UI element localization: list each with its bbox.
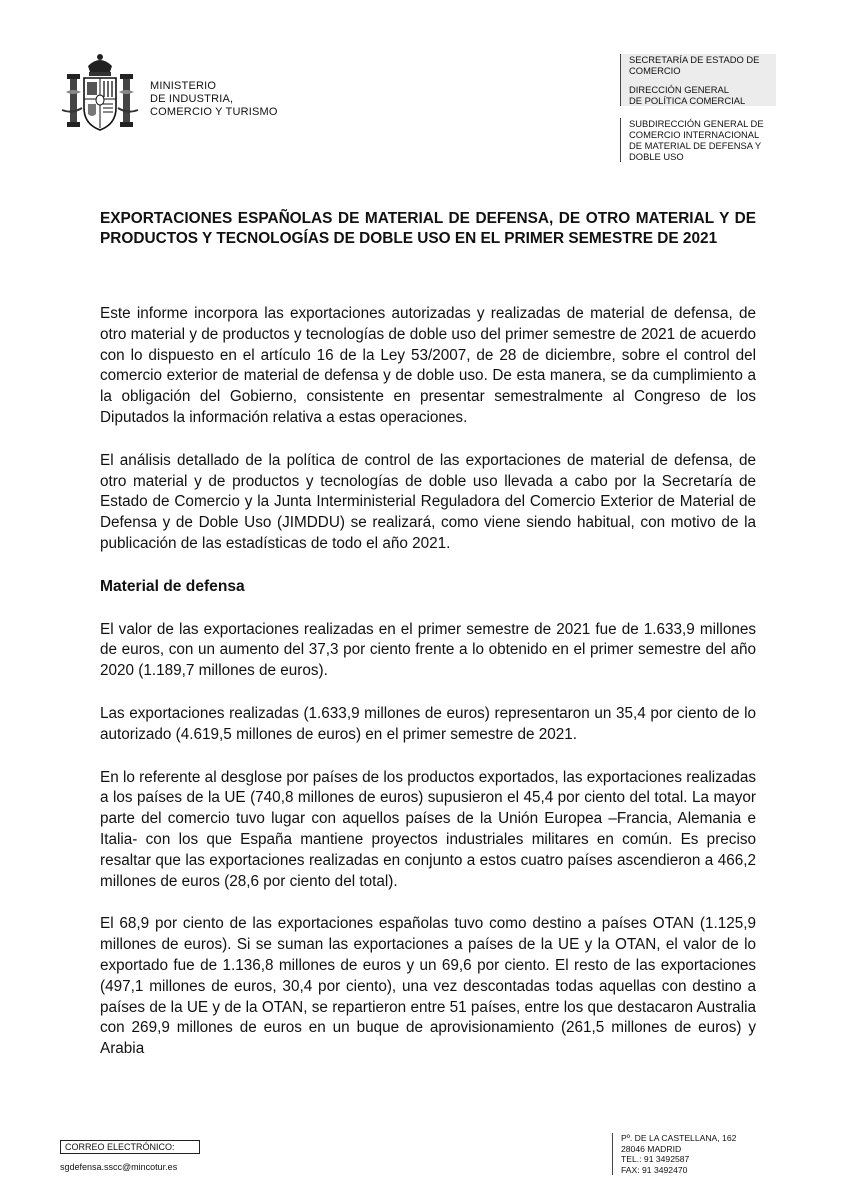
directorate-line: DE POLÍTICA COMERCIAL — [629, 95, 746, 106]
address-line: Pº. DE LA CASTELLANA, 162 — [621, 1133, 737, 1143]
paragraph: El valor de las exportaciones realizadas en el primer semestre de 2021 fue de 1.633,9 millones de euros, con un aumento del 37,3 por ciento frente a lo obtenido en el primer semestre del año 2020 (1.189,7 millones de euros). — [100, 620, 756, 680]
paragraph: Este informe incorpora las exportaciones autorizadas y realizadas de material de defensa, de otro material y de productos y tecnologías de doble uso del primer semestre de 2021 de acuerdo con lo dispuesto en el artículo 16 de la Ley 53/2007, de 28 de diciembre, sobre el control del comercio exterior de material de defensa y de doble uso. De esta manera, se da cumplimiento a la obligación del Gobierno, consistente en presentar semestralmente al Congreso de los Diputados la información relativa a estas operaciones. — [100, 305, 756, 426]
section-heading: Material de defensa — [100, 577, 245, 595]
subdirectorate-line: SUBDIRECCIÓN GENERAL DE — [629, 118, 764, 129]
email-address: sgdefensa.sscc@mincotur.es — [60, 1162, 178, 1172]
document-body — [100, 304, 756, 1060]
directorate-block — [620, 84, 776, 106]
directorate-line: DIRECCIÓN GENERAL — [629, 84, 730, 95]
email-label: CORREO ELECTRÓNICO: — [60, 1140, 200, 1154]
secretariat-line: SECRETARÍA DE ESTADO DE — [629, 54, 760, 65]
paragraph: El análisis detallado de la política de control de las exportaciones de material de defensa, de otro material y de productos y tecnologías de doble uso llevada a cabo por la Secretaría de Estado de Comercio y la Junta Interministerial Reguladora del Comercio Exterior de Material de Defensa y de Doble Uso (JIMDDU) se realizará, como viene siendo habitual, con motivo de la publicación de las estadísticas de todo el año 2021. — [100, 451, 756, 552]
ministry-line: MINISTERIO — [150, 80, 217, 92]
subdirectorate-line: DE MATERIAL DE DEFENSA Y — [629, 140, 762, 151]
ministry-name — [150, 80, 278, 119]
address-line: 28046 MADRID — [621, 1143, 682, 1154]
address-line: TEL.: 91 3492587 — [621, 1154, 690, 1164]
footer-contact — [60, 1140, 200, 1173]
secretariat-line: COMERCIO — [629, 65, 681, 76]
ministry-line: COMERCIO Y TURISMO — [150, 106, 278, 118]
coat-of-arms-logo — [60, 52, 140, 138]
subdirectorate-line: DOBLE USO — [629, 151, 684, 162]
paragraph: Las exportaciones realizadas (1.633,9 millones de euros) representaron un 35,4 por ciento de lo autorizado (4.619,5 millones de euros) en el primer semestre de 2021. — [100, 704, 756, 743]
document-title: EXPORTACIONES ESPAÑOLAS DE MATERIAL DE DEFENSA, DE OTRO MATERIAL Y DE PRODUCTOS Y TECNOLOGÍAS DE DOBLE USO EN EL PRIMER SEMESTRE DE 2021 — [100, 210, 756, 247]
paragraph: En lo referente al desglose por países de los productos exportados, las exportaciones realizadas a los países de la UE (740,8 millones de euros) supusieron el 45,4 por ciento del total. La mayor parte del comercio tuvo lugar con aquellos países de la Unión Europea –Francia, Alemania e Italia- con los que España mantiene proyectos industriales militares en común. Es preciso resaltar que las exportaciones realizadas en conjunto a estos cuatro países ascendieron a 466,2 millones de euros (28,6 por ciento del total). — [100, 768, 756, 890]
ministry-line: DE INDUSTRIA, — [150, 93, 234, 105]
subdirectorate-block — [620, 118, 776, 162]
department-header — [620, 54, 776, 162]
footer-address — [612, 1133, 736, 1175]
paragraph: El 68,9 por ciento de las exportaciones españolas tuvo como destino a países OTAN (1.125,9 millones de euros). Si se suman las exportaciones a países de la UE y la OTAN, el valor de lo exportado fue de 1.136,8 millones de euros y un 69,6 por ciento. El resto de las exportaciones (497,1 millones de euros, 30,4 por ciento), una vez descontadas todas aquellas con destino a países de la UE y de la OTAN, se repartieron entre 51 países, entre los que destacaron Australia con 269,9 millones de euros en un buque de aprovisionamiento (261,5 millones de euros) y Arabia — [100, 915, 756, 1058]
subdirectorate-line: COMERCIO INTERNACIONAL — [629, 129, 760, 140]
address-line: FAX: 91 3492470 — [621, 1164, 688, 1175]
secretariat-block — [620, 54, 776, 84]
